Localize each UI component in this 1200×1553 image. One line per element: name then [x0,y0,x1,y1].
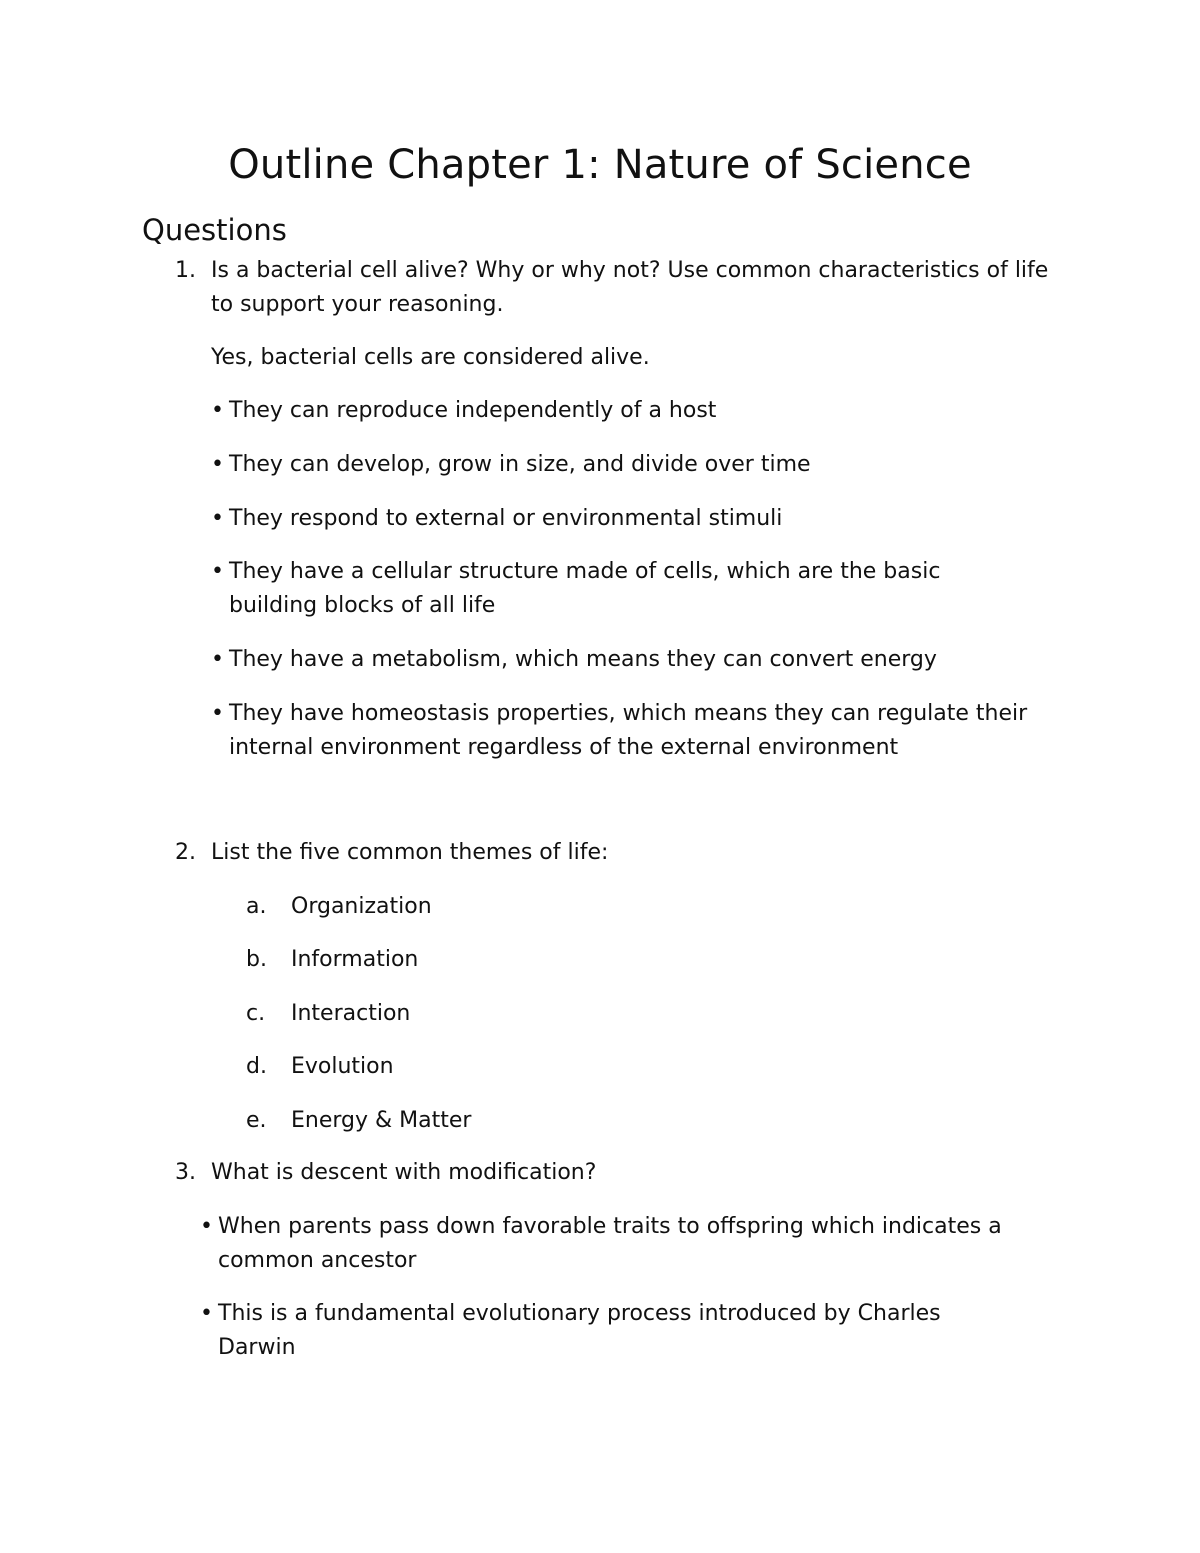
question-number: 2. [175,840,196,865]
item-text: Organization [291,894,432,919]
bullet-icon: • [200,1214,213,1239]
bullet-text: They have homeostasis properties, which means they can regulate their internal environment regardless of the external environment [229,701,1028,760]
item-letter: d. [246,1054,267,1079]
item-text: Energy & Matter [291,1108,472,1133]
bullet-icon: • [211,701,224,726]
item-letter: b. [246,947,267,972]
bullet-text: They can develop, grow in size, and divide over time [229,452,811,477]
item-letter: e. [246,1108,267,1133]
bullet-icon: • [200,1301,213,1326]
page-title: Outline Chapter 1: Nature of Science [228,142,972,188]
item-text: Information [291,947,419,972]
bullet-icon: • [211,559,224,584]
bullet-text: This is a fundamental evolutionary process introduced by Charles Darwin [218,1301,941,1360]
answer-text: Yes, bacterial cells are considered alive. [211,345,650,370]
bullet-icon: • [211,506,224,531]
item-letter: c. [246,1001,266,1026]
bullet-icon: • [211,647,224,672]
question-text: What is descent with modification? [211,1160,597,1185]
section-heading-questions: Questions [142,213,287,247]
item-text: Interaction [291,1001,411,1026]
bullet-text: They respond to external or environmental stimuli [229,506,783,531]
bullet-text: They can reproduce independently of a host [229,398,717,423]
bullet-text: When parents pass down favorable traits to offspring which indicates a common ancestor [218,1214,1002,1273]
question-text: Is a bacterial cell alive? Why or why not? Use common characteristics of life to support your reasoning. [211,258,1049,317]
item-letter: a. [246,894,267,919]
question-text: List the five common themes of life: [211,840,609,865]
question-number: 3. [175,1160,196,1185]
bullet-icon: • [211,398,224,423]
item-text: Evolution [291,1054,394,1079]
bullet-icon: • [211,452,224,477]
question-number: 1. [175,258,196,283]
bullet-text: They have a cellular structure made of cells, which are the basic building blocks of all life [229,559,941,618]
bullet-text: They have a metabolism, which means they can convert energy [229,647,937,672]
